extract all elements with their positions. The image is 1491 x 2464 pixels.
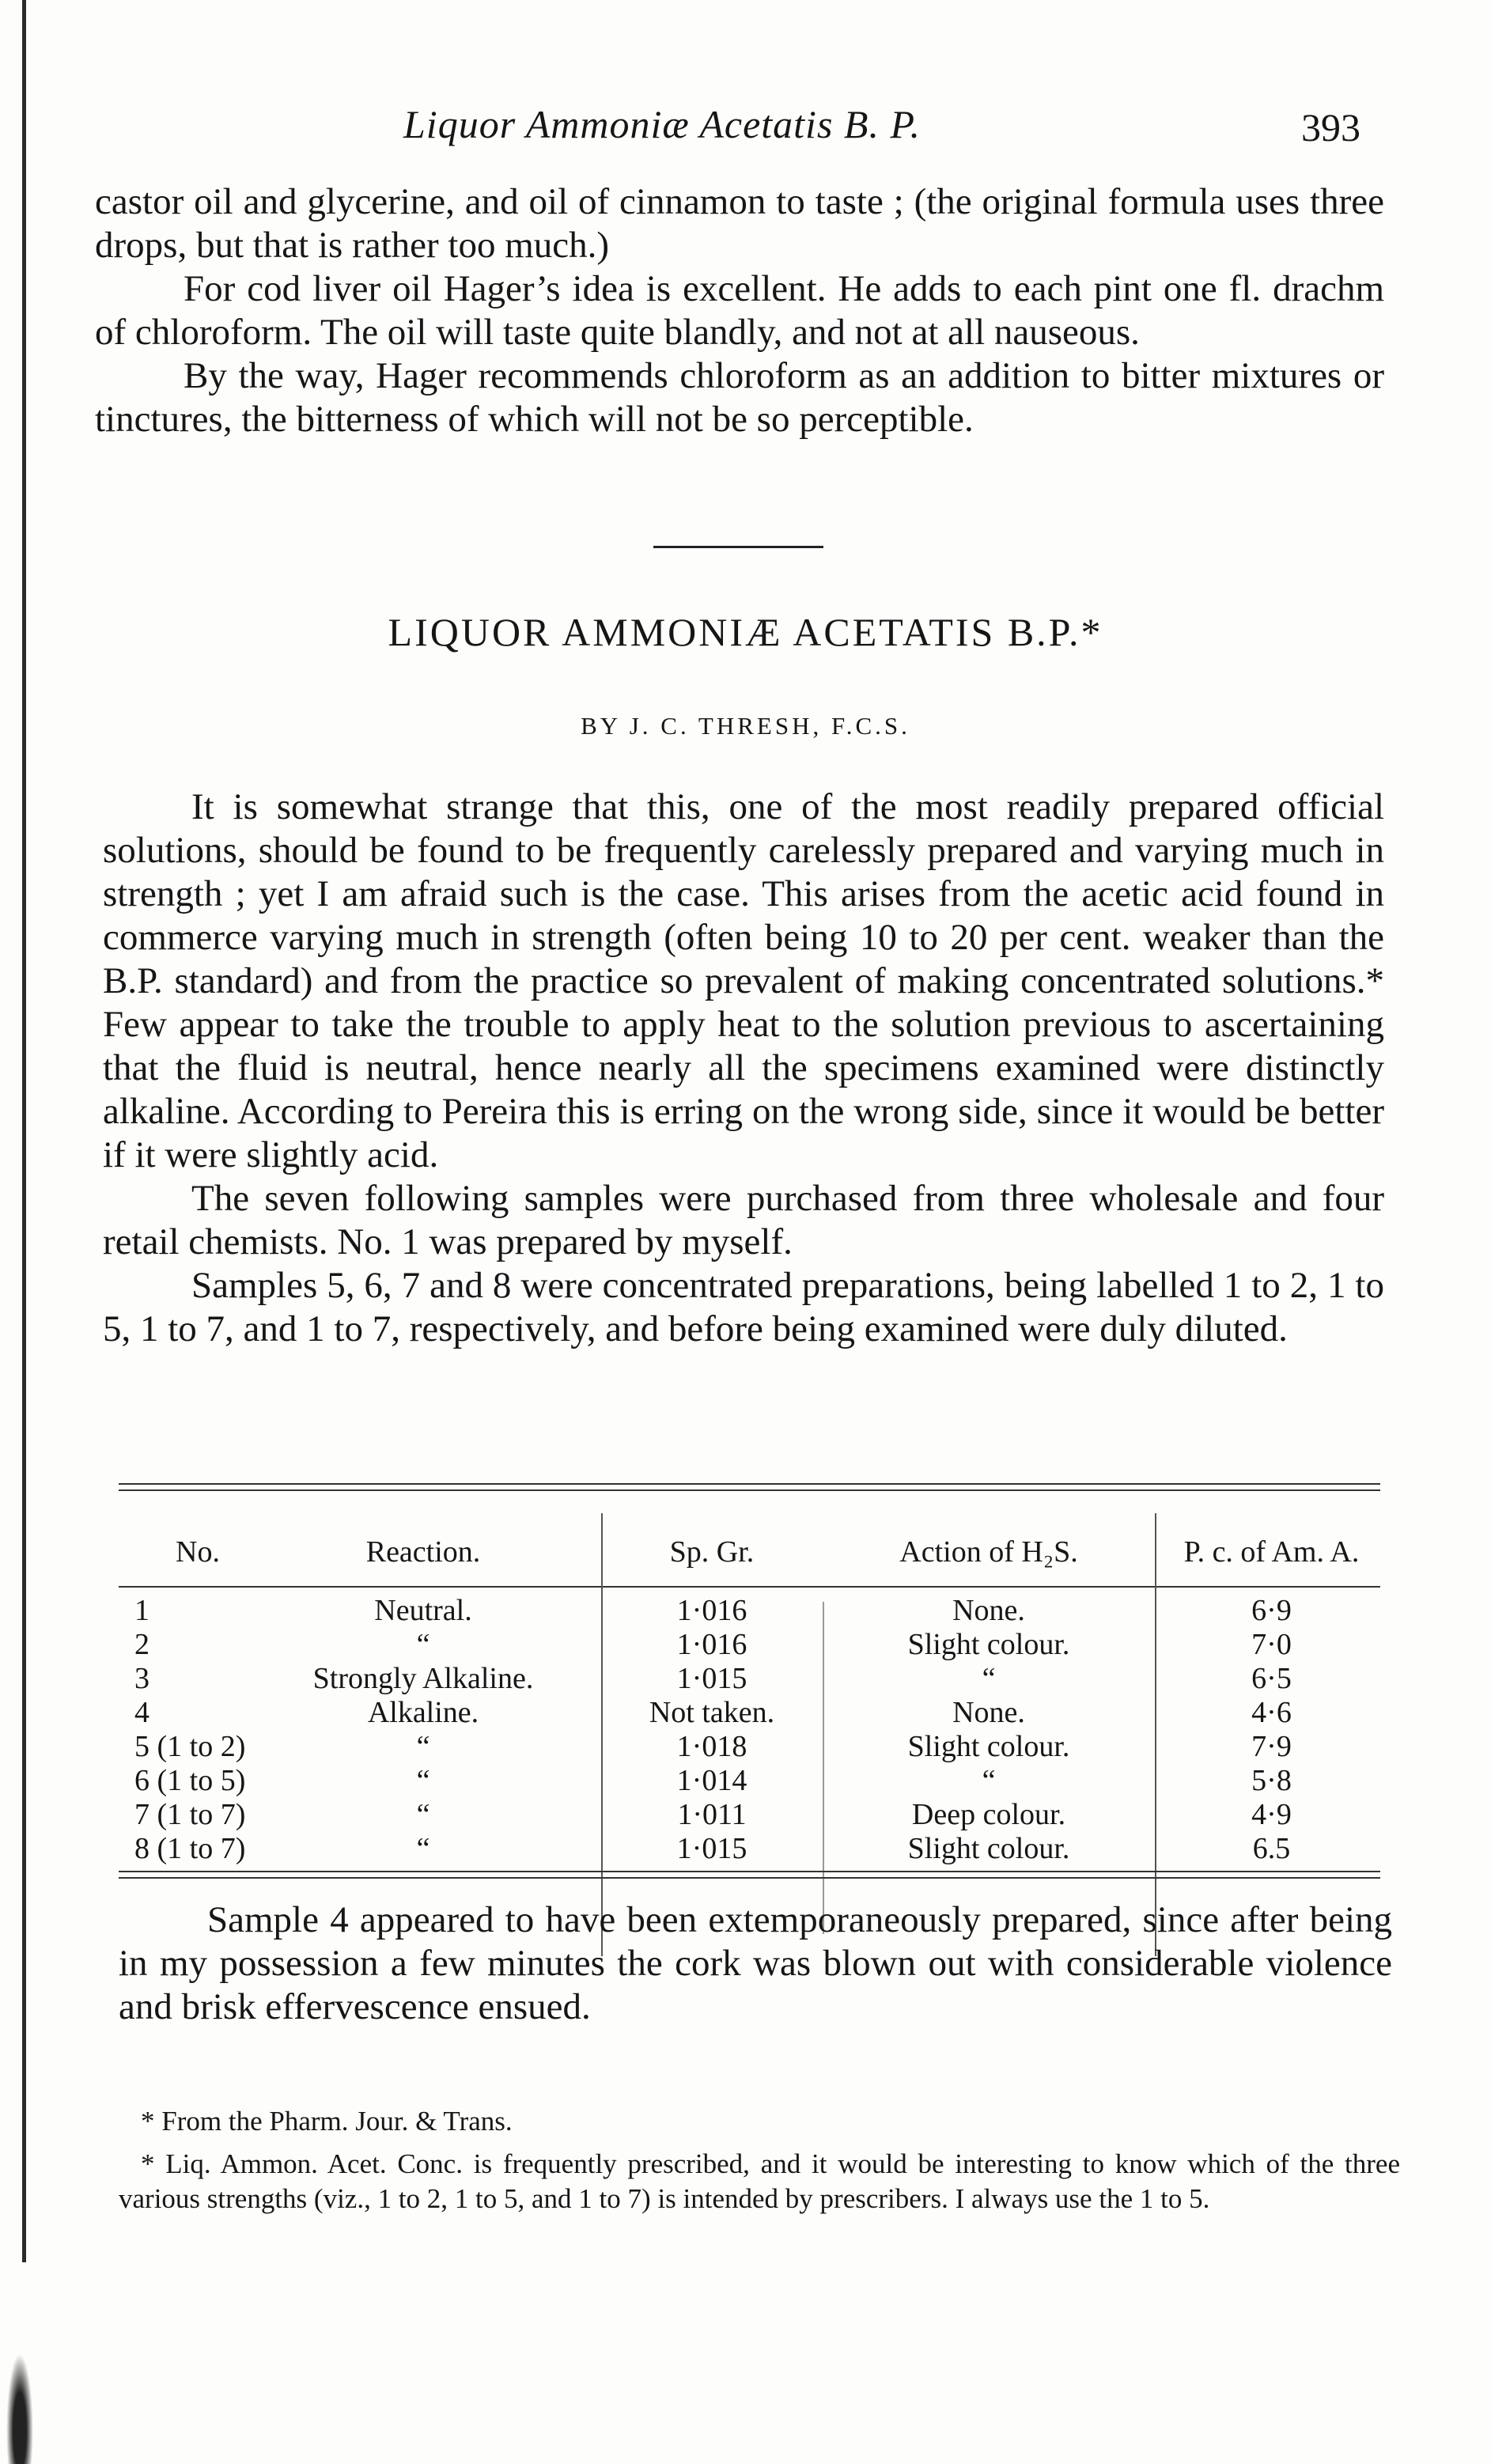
cell-action: Deep colour. <box>911 1798 1066 1831</box>
page-number: 393 <box>1301 105 1360 150</box>
table-row <box>119 1764 1380 1798</box>
cell-sp-gr: 1·015 <box>676 1832 747 1865</box>
cell-percent: 7·9 <box>1251 1730 1292 1763</box>
closing-paragraph: Sample 4 appeared to have been extemporaneously prepared, since after being in my possession a few minutes the cork was blown out with considerable violence and brisk effervescence ensued. <box>119 1899 1392 2027</box>
body-paragraph: Samples 5, 6, 7 and 8 were concentrated preparations, being labelled 1 to 2, 1 to 5, 1 to 7, and 1 to 7, respectively, and before being examined were duly diluted. <box>103 1265 1384 1349</box>
cell-action: Slight colour. <box>907 1628 1070 1661</box>
cell-sp-gr: 1·016 <box>676 1628 747 1661</box>
running-title: Liquor Ammoniæ Acetatis B. P. <box>403 102 921 146</box>
cell-percent: 4·6 <box>1251 1696 1292 1729</box>
cell-no: 8 (1 to 7) <box>134 1832 246 1865</box>
article-title: LIQUOR AMMONIÆ ACETATIS B.P.* <box>388 610 1103 654</box>
intro-paragraph: castor oil and glycerine, and oil of cinnamon to taste ; (the original formula uses three drops, but that is rather too much.) <box>95 181 1384 266</box>
table-top-rule <box>119 1489 1380 1491</box>
cell-action: Slight colour. <box>907 1730 1070 1763</box>
cell-percent: 6·9 <box>1251 1594 1292 1627</box>
cell-reaction: Alkaline. <box>367 1696 479 1729</box>
cell-percent: 4·9 <box>1251 1798 1292 1831</box>
cell-sp-gr: 1·014 <box>676 1764 747 1797</box>
cell-no: 7 (1 to 7) <box>134 1798 246 1831</box>
cell-sp-gr: 1·011 <box>677 1798 747 1831</box>
footnote: * Liq. Ammon. Acet. Conc. is frequently prescribed, and it would be interesting to know which of the three various strengths (viz., 1 to 2, 1 to 5, and 1 to 7) is intended by prescribers. I always use the 1 to 5. <box>119 2148 1400 2214</box>
table-row <box>119 1832 1380 1866</box>
cell-percent: 6·5 <box>1251 1662 1292 1695</box>
cell-reaction: “ <box>416 1628 430 1661</box>
cell-percent: 7·0 <box>1251 1628 1292 1661</box>
table-row <box>119 1798 1380 1832</box>
table-header-rule <box>119 1586 1380 1588</box>
body-paragraph: The seven following samples were purchased from three wholesale and four retail chemists. No. 1 was prepared by myself. <box>103 1178 1384 1262</box>
cell-no: 3 <box>134 1662 149 1695</box>
intro-text <box>95 180 1384 441</box>
article-byline: BY J. C. THRESH, F.C.S. <box>581 712 910 740</box>
cell-percent: 5·8 <box>1251 1764 1292 1797</box>
column-header-sp-gr: Sp. Gr. <box>669 1535 755 1569</box>
column-header-action-h2s: Action of H₂S. <box>899 1535 1078 1569</box>
cell-reaction: Strongly Alkaline. <box>312 1662 534 1695</box>
table-top-rule <box>119 1483 1380 1485</box>
cell-no: 6 (1 to 5) <box>134 1764 246 1797</box>
cell-reaction: “ <box>416 1764 430 1797</box>
body-paragraph: It is somewhat strange that this, one of the most readily prepared official solutions, should be found to be frequently carelessly prepared and varying much in strength ; yet I am afraid such is the case. This arises from the acetic acid found in commerce varying much in strength (often being 10 to 20 per cent. weaker than the B.P. standard) and from the practice so prevalent of making concentrated solutions.* Few appear to take the trouble to apply heat to the solution previous to ascertaining that the fluid is neutral, hence nearly all the specimens examined were distinctly alkaline. According to Pereira this is erring on the wrong side, since it would be better if it were slightly acid. <box>103 786 1384 1175</box>
table-row <box>119 1730 1380 1764</box>
cell-no: 1 <box>134 1594 149 1627</box>
article-body <box>103 785 1384 1351</box>
cell-action: None. <box>952 1696 1025 1729</box>
cell-reaction: “ <box>416 1798 430 1831</box>
cell-reaction: “ <box>416 1832 430 1865</box>
intro-paragraph: By the way, Hager recommends chloroform as an addition to bitter mixtures or tinctures, the bitterness of which will not be so perceptible. <box>95 355 1384 440</box>
column-header-percent-am-a: P. c. of Am. A. <box>1183 1535 1360 1569</box>
table-row <box>119 1696 1380 1730</box>
cell-no: 2 <box>134 1628 149 1661</box>
cell-sp-gr: 1·018 <box>676 1730 747 1763</box>
table-row <box>119 1594 1380 1628</box>
cell-no: 4 <box>134 1696 149 1729</box>
closing-text <box>119 1898 1392 2029</box>
table-row <box>119 1628 1380 1662</box>
footnotes <box>119 2104 1400 2224</box>
cell-sp-gr: Not taken. <box>649 1696 775 1729</box>
cell-reaction: Neutral. <box>374 1594 472 1627</box>
footnote: * From the Pharm. Jour. & Trans. <box>141 2106 513 2137</box>
intro-paragraph: For cod liver oil Hager’s idea is excellent. He adds to each pint one fl. drachm of chloroform. The oil will taste quite blandly, and not at all nauseous. <box>95 268 1384 353</box>
cell-action: Slight colour. <box>907 1832 1070 1865</box>
cell-action: None. <box>952 1594 1025 1627</box>
cell-sp-gr: 1·015 <box>676 1662 747 1695</box>
cell-action: “ <box>982 1764 996 1797</box>
section-divider <box>653 546 823 548</box>
column-header-reaction: Reaction. <box>365 1535 481 1569</box>
cell-percent: 6.5 <box>1252 1832 1291 1865</box>
table-bottom-rule <box>119 1877 1380 1879</box>
table-header <box>119 1523 1380 1586</box>
column-header-no: No. <box>176 1535 220 1569</box>
cell-no: 5 (1 to 2) <box>134 1730 246 1763</box>
cell-sp-gr: 1·016 <box>676 1594 747 1627</box>
table-row <box>119 1662 1380 1696</box>
table-bottom-rule <box>119 1871 1380 1872</box>
cell-reaction: “ <box>416 1730 430 1763</box>
cell-action: “ <box>982 1662 996 1695</box>
